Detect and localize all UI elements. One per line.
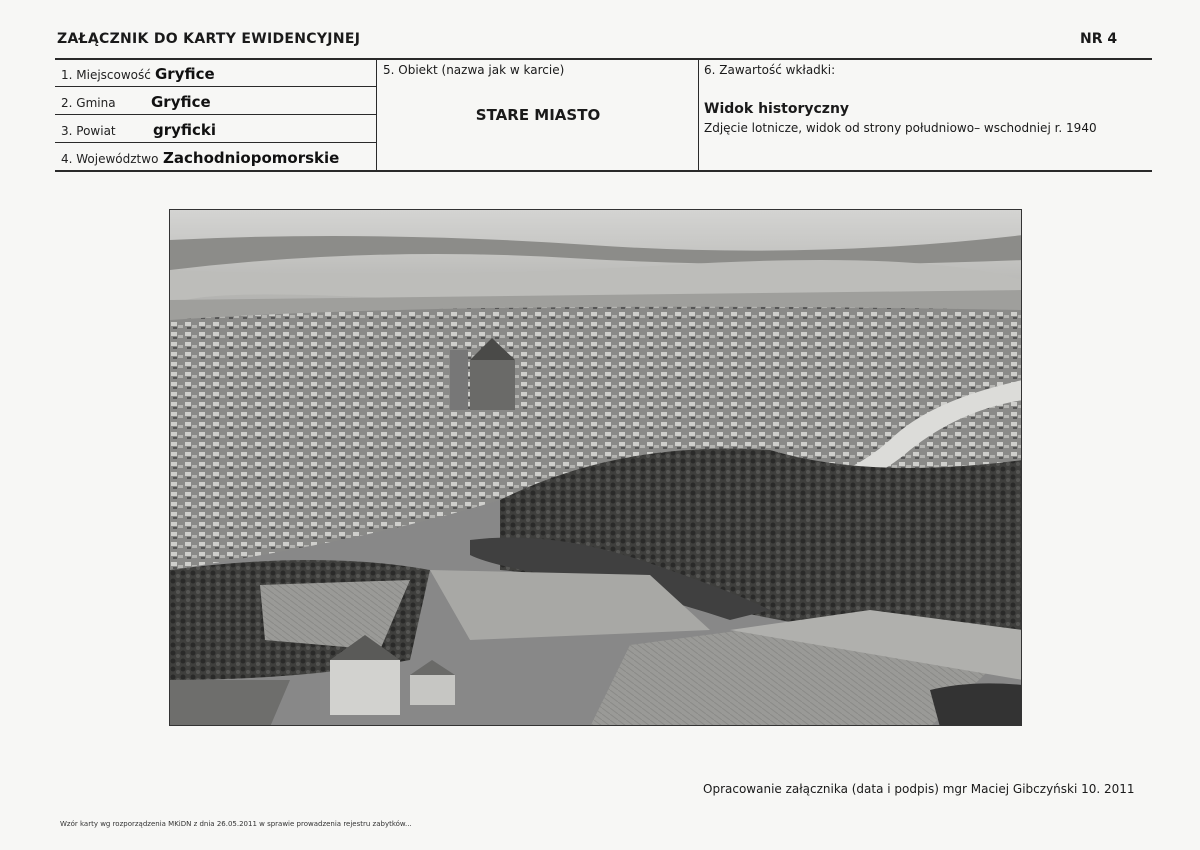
miejscowosc-value: Gryfice [155,65,215,83]
signature-line: Opracowanie załącznika (data i podpis) mgr Maciej Gibczyński 10. 2011 [703,782,1135,796]
table-top-border [55,58,1152,60]
column-divider-2 [698,59,699,171]
miejscowosc-label: 1. Miejscowość [61,68,151,82]
table-bottom-border [55,170,1152,172]
row-divider-2 [55,114,376,115]
column-divider-1 [376,59,377,171]
aerial-photograph [169,209,1022,726]
object-value: STARE MIASTO [475,106,601,124]
wojewodztwo-value: Zachodniopomorskie [163,149,340,167]
object-label: 5. Obiekt (nazwa jak w karcie) [383,63,565,77]
powiat-label: 3. Powiat [61,124,116,138]
gmina-label: 2. Gmina [61,96,116,110]
powiat-value: gryficki [153,121,217,139]
content-title: Widok historyczny [704,101,850,117]
wojewodztwo-label: 4. Województwo [61,152,159,166]
footnote: Wzór karty wg rozporządzenia MKiDN z dnia 26.05.2011 w sprawie prowadzenia rejestru zabytków... [60,820,412,828]
document-number: NR 4 [1080,31,1118,47]
content-label: 6. Zawartość wkładki: [704,63,836,77]
row-divider-3 [55,142,376,143]
content-description: Zdjęcie lotnicze, widok od strony południowo– wschodniej r. 1940 [704,121,1097,135]
row-divider-1 [55,86,376,87]
document-title: ZAŁĄCZNIK DO KARTY EWIDENCYJNEJ [57,31,361,47]
gmina-value: Gryfice [151,93,211,111]
